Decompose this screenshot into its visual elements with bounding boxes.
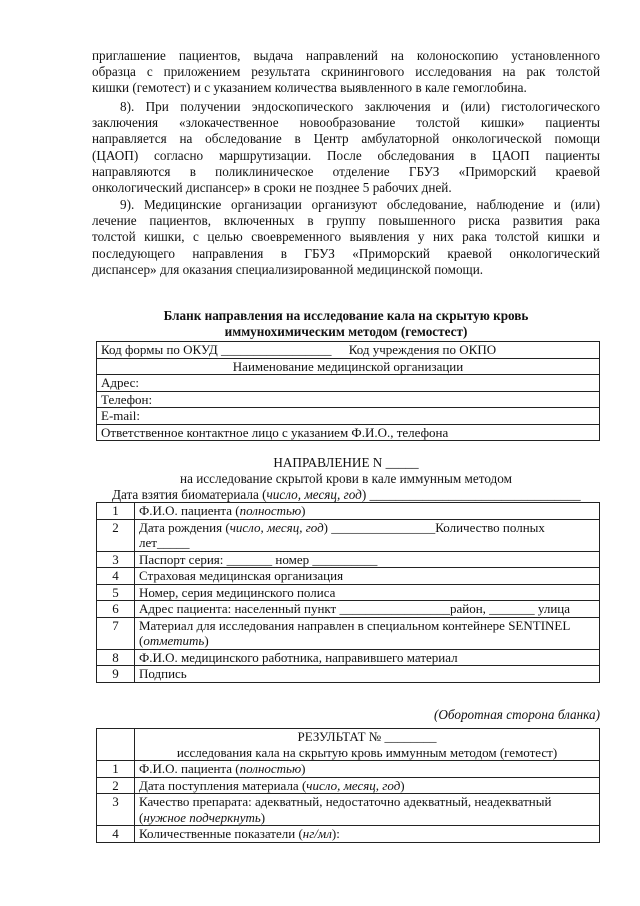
table-row [97,649,600,666]
table-row [97,568,600,585]
row-text: Качество препарата: адекватный, недостаточно адекватный, неадекватный ( [139,794,552,825]
table-row [97,375,600,392]
table-row [97,617,600,649]
row-text: Ф.И.О. медицинского работника, направившего материал [139,649,458,665]
row-field-label [135,666,600,683]
table-cell [97,342,600,359]
row-hint: отметить [143,633,205,648]
row-text: Ф.И.О. пациента ( [139,503,240,518]
row-text: Материал для исследования направлен в специальном контейнере SENTINEL ( [139,617,570,648]
row-text: Количественные показатели ( [139,826,303,841]
row-text: Подпись [139,666,187,681]
row-number: 1 [97,761,135,778]
row-hint: число, месяц, год [229,519,324,535]
sample-date-blank: ) ________________________________ [361,487,581,502]
row-number: 7 [97,617,135,649]
table-row [97,826,600,843]
text-line: диспансер» для оказания специализированной медицинской помощи. [92,261,484,277]
table-row [97,666,600,683]
row-field-label [135,617,600,649]
table-row [97,424,600,441]
sample-date-line [112,487,592,503]
row-field-label [135,519,600,551]
row-text: Дата рождения ( [139,519,230,535]
table-row [97,761,600,778]
row-number: 5 [97,584,135,601]
row-field-label [135,777,600,794]
email-label: E-mail: [97,408,600,425]
paragraph-8 [92,99,600,196]
okud-code-label: Код формы по ОКУД _________________ [101,342,332,357]
row-number: 8 [97,649,135,666]
referral-table-body [97,503,600,683]
sample-date-label: Дата взятия биоматериала ( [112,487,267,502]
table-row [97,601,600,618]
row-text-end: ) [301,761,306,776]
text-line: 8). При получении эндоскопического заключения и (или) гистологического [120,99,600,114]
row-number: 2 [97,777,135,794]
text-line: лечение пациентов, включенных в группу повышенного риска развития рака [92,213,600,229]
row-text: Дата поступления материала ( [139,777,307,793]
table-row [97,584,600,601]
row-text-end: ) [260,809,266,825]
row-field-label [135,826,600,843]
row-hint: нг/мл [302,826,332,841]
text-line: (ЦАОП) согласно маршрутизации. После обследования в ЦАОП пациенты [92,147,600,163]
row-field-label [135,601,600,618]
contact-person-label: Ответственное контактное лицо с указанием Ф.И.О., телефона [97,424,600,441]
row-text-end: ) [301,503,306,518]
organization-table [96,341,600,441]
row-text-end: ) ________________Количество полных лет_____ [139,519,545,550]
table-row [97,551,600,568]
reverse-side-note [434,707,600,723]
row-text-end: ): [331,826,340,841]
row-hint: число, месяц, год [306,777,401,793]
row-number: 1 [97,503,135,520]
row-text-end: ) [400,777,405,793]
row-field-label [135,761,600,778]
reverse-side-text: (Оборотная сторона бланка) [433,707,600,722]
paragraph-intro-1 [92,48,600,97]
text-line: толстой кишки, с целью своевременного выявления у них рака толстой кишки и [92,229,600,245]
row-hint: полностью [239,761,302,776]
row-field-label [135,503,600,520]
table-row [97,358,600,375]
sample-date-hint: число, месяц, год [266,487,362,502]
text-line: кишки (гемотест) и с указанием количества выявленного в кале гемоглобина. [92,80,527,96]
row-text: Номер, серия медицинского полиса [139,584,336,600]
text-line: заключения «злокачественное новообразование толстой кишки» пациенты [92,115,600,131]
row-hint: полностью [239,503,302,518]
text-line: 9). Медицинские организации организуют обследование, наблюдение и (или) [120,197,600,212]
table-row [97,729,600,761]
row-number: 3 [97,794,135,826]
result-table [96,728,600,843]
row-text: Паспорт серия: _______ номер __________ [139,551,378,567]
row-text-end: ) [204,633,209,648]
form-title-line1: Бланк направления на исследование кала на скрытую кровь [163,308,529,323]
text-line: приглашение пациентов, выдача направлений на колоноскопию установленного [92,48,600,63]
row-number: 3 [97,551,135,568]
table-row [97,503,600,520]
form-title-line2: иммунохимическим методом (гемостест) [224,324,468,339]
row-number: 6 [97,601,135,618]
text-line: направляется на обследование в Центр амбулаторной онкологической помощи [92,131,600,147]
referral-title: НАПРАВЛЕНИЕ N _____ [273,455,419,470]
referral-subtitle: на исследование скрытой крови в кале иммунным методом [180,471,512,486]
referral-table [96,502,600,683]
paragraph-9 [92,197,600,278]
table-cell [97,729,135,761]
phone-label: Телефон: [97,391,600,408]
row-field-label [135,794,600,826]
row-field-label [135,649,600,666]
row-hint: нужное подчеркнуть [143,809,261,825]
result-subtitle: исследования кала на скрытую кровь иммунным методом (гемотест) [176,744,558,760]
row-number: 4 [97,568,135,585]
address-label: Адрес: [97,375,600,392]
table-row [97,342,600,359]
row-text: Страховая медицинская организация [139,568,344,583]
text-line: направляются в поликлиническое отделение ГБУЗ «Приморский краевой [92,163,600,179]
result-table-body [97,729,600,843]
result-header-cell [135,729,600,761]
okpo-code-label: Код учреждения по ОКПО [348,342,497,357]
text-line: последующего направления в ГБУЗ «Приморский краевой онкологический [92,245,600,261]
text-line: онкологический диспансер» в сроки не позднее 5 рабочих дней. [92,180,452,196]
row-field-label [135,584,600,601]
result-title: РЕЗУЛЬТАТ № ________ [297,729,437,744]
table-row [97,777,600,794]
row-field-label [135,551,600,568]
row-number: 9 [97,666,135,683]
row-text: Ф.И.О. пациента ( [139,761,240,776]
table-row [97,391,600,408]
row-number: 2 [97,519,135,551]
text-line: образца с приложением результата скринингового исследования на рак толстой [92,64,600,80]
table-row [97,519,600,551]
table-row [97,408,600,425]
table-row [97,794,600,826]
form-title [92,308,600,340]
row-field-label [135,568,600,585]
row-number: 4 [97,826,135,843]
row-text: Адрес пациента: населенный пункт _________________район, _______ улица [139,601,571,616]
org-name-label: Наименование медицинской организации [97,358,600,375]
